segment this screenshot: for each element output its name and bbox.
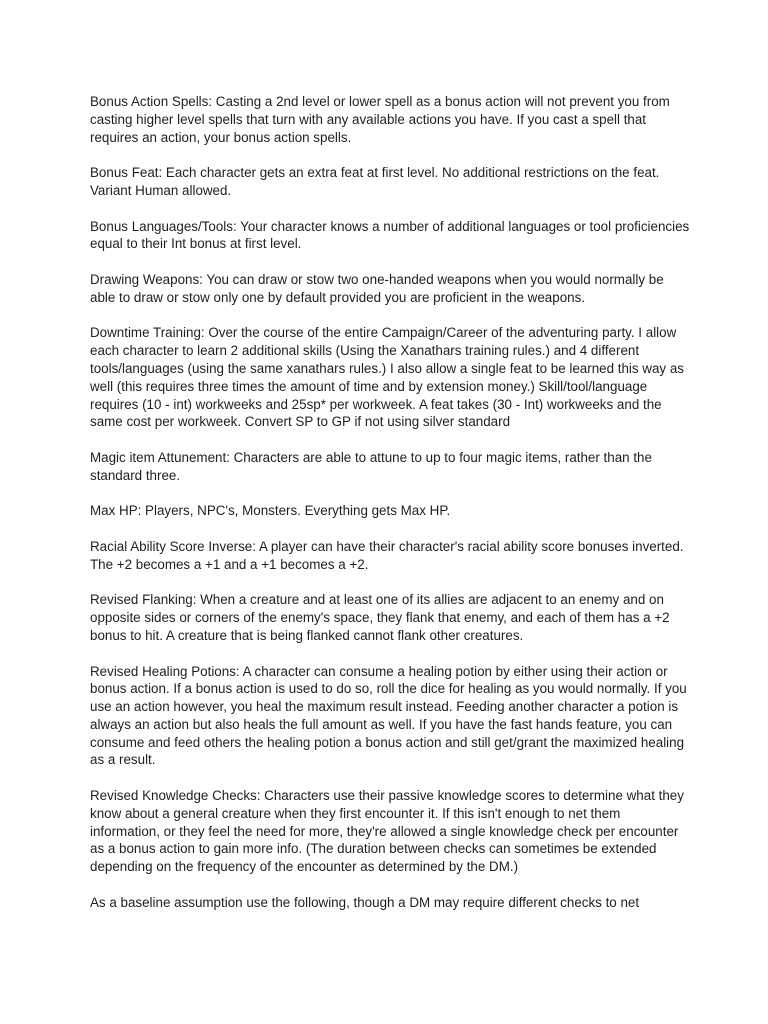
paragraph-bonus-feat: Bonus Feat: Each character gets an extra feat at first level. No additional restrictions on the feat. Variant Human allowed. — [90, 165, 660, 198]
paragraph-downtime-training: Downtime Training: Over the course of the entire Campaign/Career of the adventuring party. I allow each character to learn 2 additional skills (Using the Xanathars training rules.) and 4 different tools/languages (using the same xanathars rules.) I also allow a single feat to be learned this way as well (this requires three times the amount of time and by extension money.) Skill/tool/language requires (10 - int) workweeks and 25sp* per workweek. A feat takes (30 - Int) workweeks and the same cost per workweek. Convert SP to GP if not using silver standard — [90, 325, 684, 430]
paragraph-drawing-weapons: Drawing Weapons: You can draw or stow two one-handed weapons when you would normally be able to draw or stow only one by default provided you are proficient in the weapons. — [90, 271, 664, 305]
document-page — [90, 93, 690, 929]
paragraph-bonus-languages-tools: Bonus Languages/Tools: Your character knows a number of additional languages or tool proficiencies equal to their Int bonus at first level. — [90, 218, 690, 252]
paragraph-max-hp: Max HP: Players, NPC's, Monsters. Everything gets Max HP. — [90, 503, 451, 519]
paragraph-revised-flanking: Revised Flanking: When a creature and at least one of its allies are adjacent to an enemy and on opposite sides or corners of the enemy's space, they flank that enemy, and each of them has a +2 bonus to hit. A creature that is being flanked cannot flank other creatures. — [90, 592, 670, 643]
paragraph-racial-ability-score-inverse: Racial Ability Score Inverse: A player can have their character's racial ability score bonuses inverted. The +2 becomes a +1 and a +1 becomes a +2. — [90, 538, 684, 572]
paragraph-bonus-action-spells: Bonus Action Spells: Casting a 2nd level or lower spell as a bonus action will not prevent you from casting higher level spells that turn with any available actions you have. If you cast a spell that requires an action, your bonus action spells. — [90, 94, 670, 145]
paragraph-magic-item-attunement: Magic item Attunement: Characters are able to attune to up to four magic items, rather than the standard three. — [90, 449, 652, 483]
paragraph-revised-knowledge-checks: Revised Knowledge Checks: Characters use their passive knowledge scores to determine what they know about a general creature when they first encounter it. If this isn't enough to net them information, or they feel the need for more, they're allowed a single knowledge check per encounter as a bonus action to gain more info. (The duration between checks can sometimes be extended depending on the frequency of the encounter as determined by the DM.) — [90, 788, 684, 875]
paragraph-baseline-assumption: As a baseline assumption use the following, though a DM may require different checks to net — [90, 894, 640, 910]
paragraph-revised-healing-potions: Revised Healing Potions: A character can consume a healing potion by either using their action or bonus action. If a bonus action is used to do so, roll the dice for healing as you would normally. If you use an action however, you heal the maximum result instead. Feeding another character a potion is always an action but also heals the full amount as well. If you have the fast hands feature, you can consume and feed others the healing potion a bonus action and still get/grant the maximized healing as a result. — [90, 663, 687, 768]
